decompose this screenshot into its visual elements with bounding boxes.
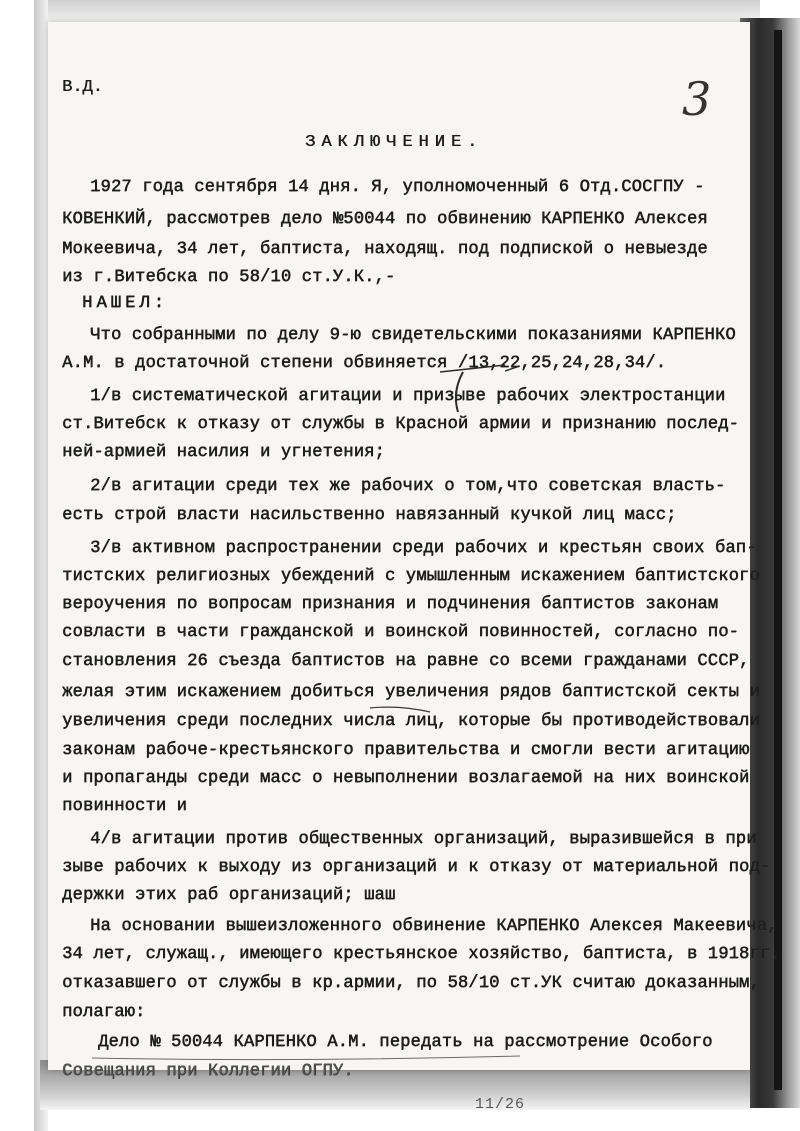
doc-line: Мокеевича, 34 лет, баптиста, находящ. под подпиской о невыезде bbox=[62, 240, 708, 259]
doc-line: тистских религиозных убеждений с умышленным искажением баптистского bbox=[62, 567, 760, 586]
doc-line: 1/в систематической агитации и призыве рабочих электростанции bbox=[90, 387, 726, 406]
pencil-check-mark bbox=[456, 372, 463, 412]
doc-line: полагаю: bbox=[62, 1003, 146, 1022]
doc-line: ст.Витебск к отказу от службы в Красной армии и признанию послед- bbox=[62, 415, 739, 434]
document-heading: ЗАКЛЮЧЕНИЕ. bbox=[305, 133, 484, 152]
doc-line: КОВЕНКИЙ, рассмотрев дело №50044 по обвинению КАРПЕНКО Алексея bbox=[62, 210, 708, 229]
pencil-underline-2 bbox=[370, 707, 430, 712]
doc-line: из г.Витебска по 58/10 ст.У.К.,- bbox=[62, 268, 396, 287]
doc-line: 2/в агитации среди тех же рабочих о том,что советская власть- bbox=[90, 477, 726, 496]
doc-line: На основании вышеизложенного обвинение КАРПЕНКО Алексея Макеевича, bbox=[90, 917, 778, 936]
doc-line: отказавшего от службы в кр.армии, по 58/10 ст.УК считаю доказанным, bbox=[62, 974, 760, 993]
doc-line: зыве рабочих к выходу из организаций и к отказу от материальной под- bbox=[62, 858, 771, 877]
doc-line-faded: Совещания при Коллегии ОГПУ. bbox=[62, 1062, 354, 1081]
doc-line: 4/в агитации против общественных организаций, выразившейся в при bbox=[90, 830, 757, 849]
doc-line: повинности и bbox=[62, 797, 187, 816]
pencil-underline bbox=[440, 365, 505, 372]
doc-line: Дело № 50044 КАРПЕНКО А.М. передать на рассмотрение Особого bbox=[98, 1033, 713, 1052]
doc-line-section-heading: НАШЕЛ: bbox=[82, 294, 168, 313]
doc-line: желая этим искажением добиться увеличения рядов баптистской секты и bbox=[62, 683, 760, 702]
footer-stamp-number: 11/26 bbox=[475, 1096, 526, 1113]
doc-line: Что собранными по делу 9-ю свидетельскими показаниями КАРПЕНКО bbox=[90, 326, 736, 345]
doc-line: становления 26 съезда баптистов на равне со всеми гражданами СССР, bbox=[62, 652, 750, 671]
pencil-strike bbox=[505, 366, 520, 371]
doc-line: совласти в части гражданской и воинской повинностей, согласно по- bbox=[62, 623, 739, 642]
doc-line: законам рабоче-крестьянского правительства и смогли вести агитацию bbox=[62, 741, 750, 760]
doc-line: 3/в активном распространении среди рабочих и крестьян своих бап- bbox=[90, 539, 757, 558]
doc-line: А.М. в достаточной степени обвиняется /13,22,25,24,28,34/. bbox=[62, 354, 667, 373]
doc-line: 34 лет, служащ., имеющего крестьянское хозяйство, баптиста, в 1918гг. bbox=[62, 945, 781, 964]
handwritten-page-number: 3 bbox=[682, 72, 712, 126]
doc-line: держки этих раб организаций; шаш bbox=[62, 886, 396, 905]
doc-line: 1927 года сентября 14 дня. Я, уполномоченный 6 Отд.СОСГПУ - bbox=[90, 178, 705, 197]
doc-line: вероучения по вопросам признания и подчинения баптистов законам bbox=[62, 595, 719, 614]
doc-line: ней-армией насилия и угнетения; bbox=[62, 443, 385, 462]
doc-line: увеличения среди последних числа лиц, которые бы противодействовали bbox=[62, 712, 760, 731]
pencil-underline-3 bbox=[92, 1056, 520, 1060]
doc-line: и пропаганды среди масс о невыполнении возлагаемой на них воинской bbox=[62, 769, 750, 788]
corner-mark: В.Д. bbox=[62, 78, 103, 97]
doc-line: есть строй власти насильственно навязанный кучкой лиц масс; bbox=[62, 506, 677, 525]
